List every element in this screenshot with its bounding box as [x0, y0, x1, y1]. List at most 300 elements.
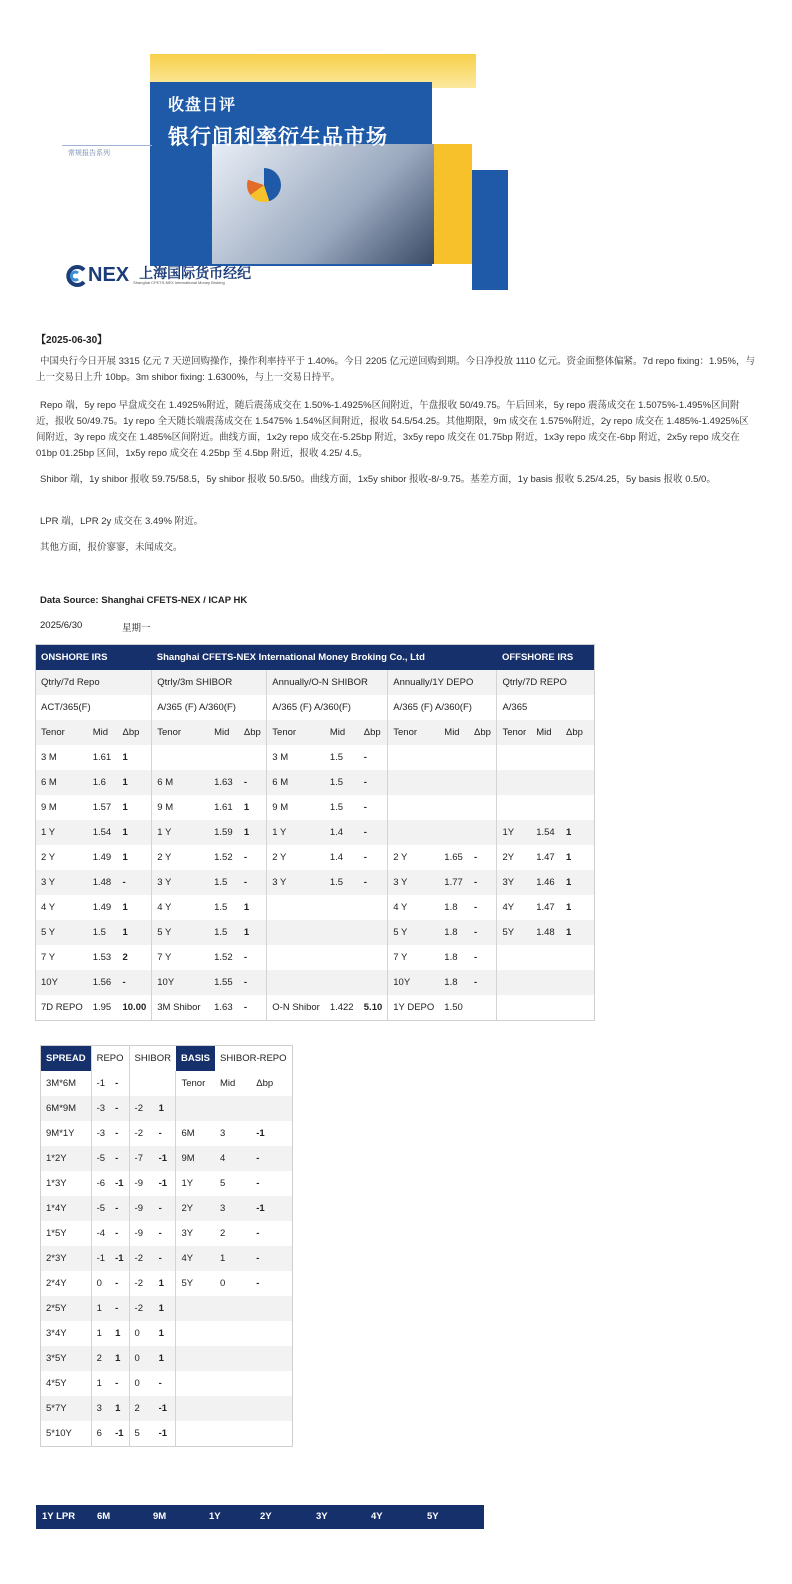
basis-cell: 2 [220, 1228, 226, 1239]
mid-cell: 1.5 [209, 870, 239, 895]
dbp-cell: - [363, 802, 367, 813]
spread-value-cell: - [115, 1278, 119, 1289]
tenor-cell [152, 745, 209, 770]
tenor-cell [267, 945, 325, 970]
dbp-cell: - [117, 970, 151, 995]
spread-value-cell: -6 [91, 1171, 110, 1196]
mid-cell: 1.47 [536, 902, 555, 913]
basis-cell [176, 1371, 215, 1396]
dbp-cell [239, 745, 267, 770]
spread-header: SPREAD [41, 1046, 91, 1071]
spread-value-cell: -2 [129, 1296, 154, 1321]
dbp-cell: - [243, 1002, 248, 1013]
spread-row [41, 1221, 292, 1246]
daycount-label: A/365 (F) A/360(F) [388, 695, 497, 720]
mid-cell: 1.77 [439, 870, 469, 895]
lpr-tenor: 3Y [316, 1511, 328, 1522]
table-row [36, 845, 594, 870]
basis-cell [215, 1296, 251, 1321]
tablet-photo [212, 144, 434, 264]
paragraph-2: Repo 端，5y repo 早盘成交在 1.4925%附近，随后震荡成交在 1.50%-1.4925%区间附近，午盘报收 50/49.75。午后回来，5y repo 震荡成交在 1.5075%-1.495%区间附近，报收 50/49.75。1y repo 全天随长端震荡成交在 1.5475% 1.54%区间附近，报收 54.5/54.25。其他期限，9m 成交在 1.575%附近，2y repo 成交在 1.485%-1.4925%区间附近，3y repo 成交在 1.485%区间附近。曲线方面，1x2y repo 成交在-5.25bp 附近，3x5y repo 成交在 01.75bp 附近，1x3y repo 成交在-6bp 附近，2x5y repo 成交在 01bp 01.25bp 区间，1x5y repo 成交在 4.25bp 至 4.5bp 附近，报收 4.25/ 4.5。 [36, 400, 749, 459]
dbp-cell [359, 945, 388, 970]
mid-cell [531, 795, 561, 820]
mid-cell [531, 770, 561, 795]
spread-value-cell: - [110, 1196, 129, 1221]
dbp-cell: 1 [117, 820, 151, 845]
dbp-cell [561, 945, 594, 970]
mid-cell: 1.422 [329, 1002, 354, 1013]
tenor-cell: 6 M [267, 770, 325, 795]
mid-cell: 1.53 [92, 952, 112, 963]
spread-value-cell: 5 [129, 1421, 154, 1446]
mid-cell [325, 895, 359, 920]
basis-cell [251, 1421, 291, 1446]
tenor-cell: 3 Y [267, 870, 325, 895]
mid-cell: 1.5 [88, 920, 118, 945]
col-dbp: Δbp [469, 720, 497, 745]
basis-cell [215, 1396, 251, 1421]
banner-blue-bar [472, 170, 508, 290]
tenor-cell [497, 770, 531, 795]
spread-cell [129, 1071, 154, 1096]
mid-cell: 1.5 [209, 920, 239, 945]
spread-tenor-cell: 5*7Y [41, 1396, 91, 1421]
mid-cell [439, 745, 469, 770]
tenor-cell: 3M Shibor [152, 995, 209, 1020]
spread-tenor-cell: 1*2Y [41, 1146, 91, 1171]
spread-value-cell: - [110, 1296, 129, 1321]
dbp-cell [469, 995, 497, 1020]
mid-cell: 1.8 [439, 970, 469, 995]
basis-label-row [41, 1071, 292, 1096]
basis-cell [251, 1321, 291, 1346]
basis-label: Δbp [256, 1078, 274, 1089]
spread-value-cell: -4 [91, 1221, 110, 1246]
spread-value-cell: - [110, 1146, 129, 1171]
spread-value-cell: 1 [91, 1296, 110, 1321]
spread-value-cell: 2 [91, 1346, 110, 1371]
col-tenor: Tenor [388, 720, 440, 745]
spread-value-cell: 1 [158, 1278, 164, 1289]
mid-cell [531, 970, 561, 995]
col-dbp: Δbp [239, 720, 267, 745]
basis-cell: - [251, 1146, 291, 1171]
spread-row [41, 1371, 292, 1396]
col-tenor: Tenor [152, 720, 209, 745]
spread-value-cell: - [115, 1228, 119, 1239]
tenor-cell: O-N Shibor [267, 995, 325, 1020]
spread-value-cell: -9 [129, 1171, 154, 1196]
tenor-cell: 1 Y [267, 820, 325, 845]
col-mid: Mid [88, 720, 118, 745]
lpr-label: 1Y LPR [42, 1511, 76, 1522]
basis-cell: -1 [256, 1128, 265, 1139]
paragraph-4: LPR 端，LPR 2y 成交在 3.49% 附近。 [40, 516, 204, 527]
dbp-cell [561, 770, 594, 795]
basis-cell: 1Y [176, 1171, 215, 1196]
mid-cell [325, 970, 359, 995]
tenor-cell: 4 Y [388, 895, 440, 920]
dbp-cell [469, 820, 497, 845]
tenor-cell: 2 Y [388, 845, 440, 870]
dbp-cell: - [363, 752, 367, 763]
mid-cell: 1.49 [92, 902, 112, 913]
tenor-cell [497, 970, 531, 995]
spread-row [41, 1296, 292, 1321]
table-weekday: 星期一 [122, 623, 151, 634]
dbp-cell: 1 [243, 902, 250, 913]
spread-value-cell: - [158, 1378, 162, 1389]
logo-nex: NEX [88, 264, 130, 286]
spread-row [41, 1271, 292, 1296]
dbp-cell: - [117, 870, 151, 895]
mid-cell: 1.52 [214, 952, 233, 963]
mid-cell: 1.5 [325, 770, 359, 795]
dbp-cell: 5.10 [363, 1002, 383, 1013]
basis-cell: 5 [220, 1178, 226, 1189]
banner-title [168, 92, 388, 151]
table-row [36, 745, 594, 770]
col-mid: Mid [325, 720, 359, 745]
mid-cell [209, 745, 239, 770]
mid-cell: 1.46 [531, 870, 561, 895]
spread-value-cell: -9 [129, 1196, 154, 1221]
mid-cell: 1.54 [88, 820, 118, 845]
table-row [36, 945, 594, 970]
tenor-cell [267, 895, 325, 920]
tenor-cell: 1 Y [152, 820, 209, 845]
tenor-cell: 6 M [36, 770, 88, 795]
mid-cell: 1.5 [329, 802, 344, 813]
spread-value-cell: - [154, 1246, 176, 1271]
mid-cell: 1.48 [531, 920, 561, 945]
lpr-header-bar [36, 1505, 484, 1529]
group-label: Qtrly/7d Repo [36, 670, 152, 695]
spread-row [41, 1196, 292, 1221]
spread-tenor-cell: 3*5Y [41, 1346, 91, 1371]
basis-cell [215, 1096, 251, 1121]
spread-value-cell: 2 [129, 1396, 154, 1421]
basis-cell: - [256, 1228, 260, 1239]
tenor-cell: 2 Y [267, 845, 325, 870]
mid-cell: 1.95 [92, 1002, 112, 1013]
banner-yellow-bar [434, 144, 472, 264]
report-banner [62, 52, 512, 292]
spread-value-cell: 0 [129, 1321, 154, 1346]
tenor-cell [388, 820, 440, 845]
group-label: Qtrly/3m SHIBOR [152, 670, 267, 695]
dbp-cell: 1 [565, 902, 572, 913]
basis-cell: 3 [220, 1128, 226, 1139]
basis-cell [176, 1396, 215, 1421]
tenor-cell [388, 795, 440, 820]
spread-value-cell: -1 [154, 1146, 176, 1171]
spread-value-cell: 0 [129, 1346, 154, 1371]
spread-tenor-cell: 4*5Y [46, 1378, 67, 1389]
mid-cell: 1.63 [209, 770, 239, 795]
mid-cell: 1.8 [444, 902, 458, 913]
basis-label: Tenor [176, 1071, 215, 1096]
tenor-cell: 2 Y [152, 845, 209, 870]
mid-cell: 1.57 [92, 802, 112, 813]
dbp-cell: 10.00 [122, 1002, 147, 1013]
mid-cell: 1.55 [209, 970, 239, 995]
mid-cell: 1.59 [209, 820, 239, 845]
tenor-cell: 9 M [41, 802, 57, 813]
dbp-cell: 1 [561, 820, 594, 845]
mid-cell: 1.5 [325, 870, 359, 895]
spread-value-cell: -1 [158, 1428, 168, 1439]
spread-tenor-cell: 2*5Y [41, 1296, 91, 1321]
paragraph-3: Shibor 端，1y shibor 报收 59.75/58.5，5y shibor 报收 50.5/50。曲线方面，1x5y shibor 报收-8/-9.75。基差方面，1y basis 报收 5.25/4.25，5y basis 报收 0.5/0。 [40, 474, 716, 485]
table-date: 2025/6/30 [40, 620, 83, 631]
basis-cell [176, 1346, 215, 1371]
group-row [36, 670, 594, 695]
dbp-cell: 1 [117, 770, 151, 795]
spread-value-cell: 1 [91, 1371, 110, 1396]
mid-cell: 1.8 [439, 920, 469, 945]
dbp-cell: - [359, 770, 388, 795]
spread-tenor-cell: 1*5Y [46, 1228, 67, 1239]
lpr-tenor: 5Y [427, 1511, 439, 1522]
dbp-cell: - [469, 870, 497, 895]
dbp-cell [359, 895, 388, 920]
spread-row [41, 1246, 292, 1271]
spread-value-cell: 1 [154, 1096, 176, 1121]
mid-cell: 1.47 [536, 852, 555, 863]
spread-value-cell: -2 [129, 1096, 154, 1121]
spread-row [41, 1421, 292, 1446]
spread-value-cell: -7 [129, 1146, 154, 1171]
spread-tenor-cell: 2*4Y [46, 1278, 67, 1289]
lpr-tenor: 4Y [371, 1511, 383, 1522]
tenor-cell: 6 M [152, 770, 209, 795]
dbp-cell: - [243, 852, 248, 863]
spread-row [41, 1171, 292, 1196]
basis-label: Mid [220, 1078, 236, 1089]
spread-value-cell: - [158, 1228, 162, 1239]
basis-cell: 4Y [176, 1246, 215, 1271]
tenor-cell [497, 945, 531, 970]
tenor-cell: 7D REPO [41, 1002, 83, 1013]
spread-value-cell: -1 [110, 1246, 129, 1271]
spread-value-cell: 1 [110, 1346, 129, 1371]
tenor-cell [388, 770, 440, 795]
dbp-cell: - [239, 870, 267, 895]
mid-cell: 1.54 [531, 820, 561, 845]
spread-value-cell: -2 [129, 1121, 154, 1146]
data-source: Data Source: Shanghai CFETS-NEX / ICAP HK [40, 595, 248, 606]
dbp-cell [359, 920, 388, 945]
spread-row [41, 1396, 292, 1421]
basis-cell [251, 1371, 291, 1396]
tenor-cell: 7 Y [41, 952, 56, 963]
lpr-tenor: 2Y [260, 1511, 272, 1522]
col-mid: Mid [531, 720, 561, 745]
spread-value-cell: -3 [91, 1096, 110, 1121]
tenor-cell: 4Y [497, 895, 531, 920]
tenor-cell [267, 920, 325, 945]
tenor-cell: 5Y [497, 920, 531, 945]
company-name-cn: 上海国际货币经纪 [139, 265, 252, 281]
col-dbp: Δbp [561, 720, 594, 745]
basis-cell: - [251, 1246, 291, 1271]
tenor-cell: 9 M [152, 795, 209, 820]
tenor-cell [388, 745, 440, 770]
tenor-cell: 10Y [36, 970, 88, 995]
dbp-cell: 1 [122, 902, 128, 913]
tenor-cell: 2Y [497, 845, 531, 870]
group-label: Annually/1Y DEPO [388, 670, 497, 695]
company-name-en: Shanghai CFETS-NEX International Money Broking [133, 280, 225, 285]
basis-cell [251, 1346, 291, 1371]
company-logo [64, 264, 251, 287]
tenor-cell [497, 995, 531, 1020]
spread-row [41, 1321, 292, 1346]
table-row [36, 870, 594, 895]
basis-cell: 6M [176, 1121, 215, 1146]
table-row [36, 770, 594, 795]
irs-quote-table [36, 645, 594, 1020]
tenor-cell: 1Y DEPO [388, 995, 440, 1020]
dbp-cell [561, 795, 594, 820]
spread-tenor-cell: 1*3Y [46, 1178, 67, 1189]
spread-row [41, 1096, 292, 1121]
tenor-cell: 4 Y [152, 895, 209, 920]
dbp-cell: - [359, 820, 388, 845]
series-label: 常规报告系列 [68, 150, 110, 157]
dbp-cell [469, 770, 497, 795]
spread-row [41, 1346, 292, 1371]
tenor-cell: 4 Y [41, 902, 56, 913]
banner-title-line2: 银行间利率衍生品市场 [168, 126, 388, 149]
spread-value-cell: 6 [91, 1421, 110, 1446]
broker-header: Shanghai CFETS-NEX International Money Broking Co., Ltd [152, 645, 497, 670]
spread-cell: - [115, 1078, 119, 1089]
spread-row [41, 1146, 292, 1171]
tenor-cell: 5 Y [36, 920, 88, 945]
dbp-cell: - [239, 770, 267, 795]
daycount-label: A/365 (F) A/360(F) [267, 695, 388, 720]
spread-value-cell: - [158, 1128, 162, 1139]
mid-cell: 1.8 [444, 952, 458, 963]
basis-cell [215, 1321, 251, 1346]
paragraph-1: 中国央行今日开展 3315 亿元 7 天逆回购操作，操作利率持平于 1.40%。今日 2205 亿元逆回购到期。今日净投放 1110 亿元。资金面整体偏紧。7d repo fixing：1.95%，与上一交易日上升 10bp。3m shibor fixing: 1.6300%，与上一交易日持平。 [36, 356, 755, 383]
mid-cell: 1.4 [329, 852, 344, 863]
basis-cell: - [256, 1278, 260, 1289]
tenor-cell: 1Y [497, 820, 531, 845]
spread-value-cell: 1 [158, 1328, 164, 1339]
tenor-cell [497, 745, 531, 770]
dbp-cell: 1 [117, 920, 151, 945]
basis-cell [176, 1096, 215, 1121]
spread-value-cell: -1 [91, 1246, 110, 1271]
spread-cell: 3M*6M [46, 1078, 77, 1089]
spread-header-row [41, 1046, 292, 1071]
tenor-cell: 1 Y [36, 820, 88, 845]
spread-value-cell: -3 [91, 1121, 110, 1146]
mid-cell [439, 795, 469, 820]
tenor-cell: 5 Y [152, 920, 209, 945]
daycount-label: A/365 [497, 695, 594, 720]
dbp-cell: - [363, 852, 367, 863]
basis-cell [215, 1371, 251, 1396]
dbp-cell [359, 970, 388, 995]
basis-cell [251, 1096, 291, 1121]
dbp-cell: 1 [122, 852, 128, 863]
basis-cell: 2Y [176, 1196, 215, 1221]
tenor-cell: 3 Y [152, 870, 209, 895]
tenor-cell: 3 Y [36, 870, 88, 895]
tenor-cell: 9 M [267, 795, 325, 820]
spread-value-cell: - [115, 1378, 119, 1389]
spread-cell [154, 1071, 176, 1096]
spread-value-cell: -5 [91, 1146, 110, 1171]
mid-cell [325, 920, 359, 945]
mid-cell [439, 770, 469, 795]
dbp-cell: - [474, 852, 478, 863]
basis-cell: 3Y [176, 1221, 215, 1246]
basis-header: BASIS [176, 1046, 215, 1071]
mid-cell [531, 745, 561, 770]
spread-row [41, 1121, 292, 1146]
basis-cell [176, 1321, 215, 1346]
basis-cell: 1 [215, 1246, 251, 1271]
lpr-tenor: 6M [97, 1511, 111, 1522]
mid-cell: 1.5 [214, 902, 228, 913]
basis-cell [215, 1346, 251, 1371]
spread-value-cell: 1 [154, 1296, 176, 1321]
tenor-cell: 5 Y [388, 920, 440, 945]
col-mid: Mid [209, 720, 239, 745]
mid-cell: 1.61 [92, 752, 112, 763]
basis-cell: - [256, 1178, 260, 1189]
repo-header: REPO [91, 1046, 129, 1071]
col-tenor: Tenor [497, 720, 531, 745]
dbp-cell: - [243, 952, 248, 963]
group-label: Annually/O-N SHIBOR [267, 670, 388, 695]
dbp-cell: 1 [239, 920, 267, 945]
mid-cell [325, 945, 359, 970]
table-row [36, 995, 594, 1020]
dbp-cell: - [474, 952, 478, 963]
spread-value-cell: -9 [129, 1221, 154, 1246]
basis-cell: 0 [220, 1278, 226, 1289]
series-rule [62, 145, 152, 146]
spread-value-cell: - [115, 1128, 119, 1139]
tenor-cell: 7 Y [388, 945, 440, 970]
tenor-cell [267, 970, 325, 995]
dbp-cell: 1 [239, 820, 267, 845]
spread-tenor-cell: 1*4Y [41, 1196, 91, 1221]
basis-cell: -1 [251, 1196, 291, 1221]
spread-basis-table [41, 1046, 292, 1446]
spread-value-cell: -1 [115, 1428, 124, 1439]
tenor-cell: 3Y [497, 870, 531, 895]
mid-cell: 1.49 [92, 852, 112, 863]
offshore-header: OFFSHORE IRS [497, 645, 594, 670]
spread-tenor-cell: 2*3Y [41, 1246, 91, 1271]
basis-cell [176, 1421, 215, 1446]
basis-cell: 9M [176, 1146, 215, 1171]
col-dbp: Δbp [117, 720, 151, 745]
dbp-cell: 1 [243, 802, 250, 813]
table-header-row [36, 645, 594, 670]
mid-cell: 1.63 [214, 1002, 233, 1013]
tenor-cell: 3 Y [388, 870, 440, 895]
basis-cell [215, 1421, 251, 1446]
spread-value-cell: 0 [129, 1371, 154, 1396]
